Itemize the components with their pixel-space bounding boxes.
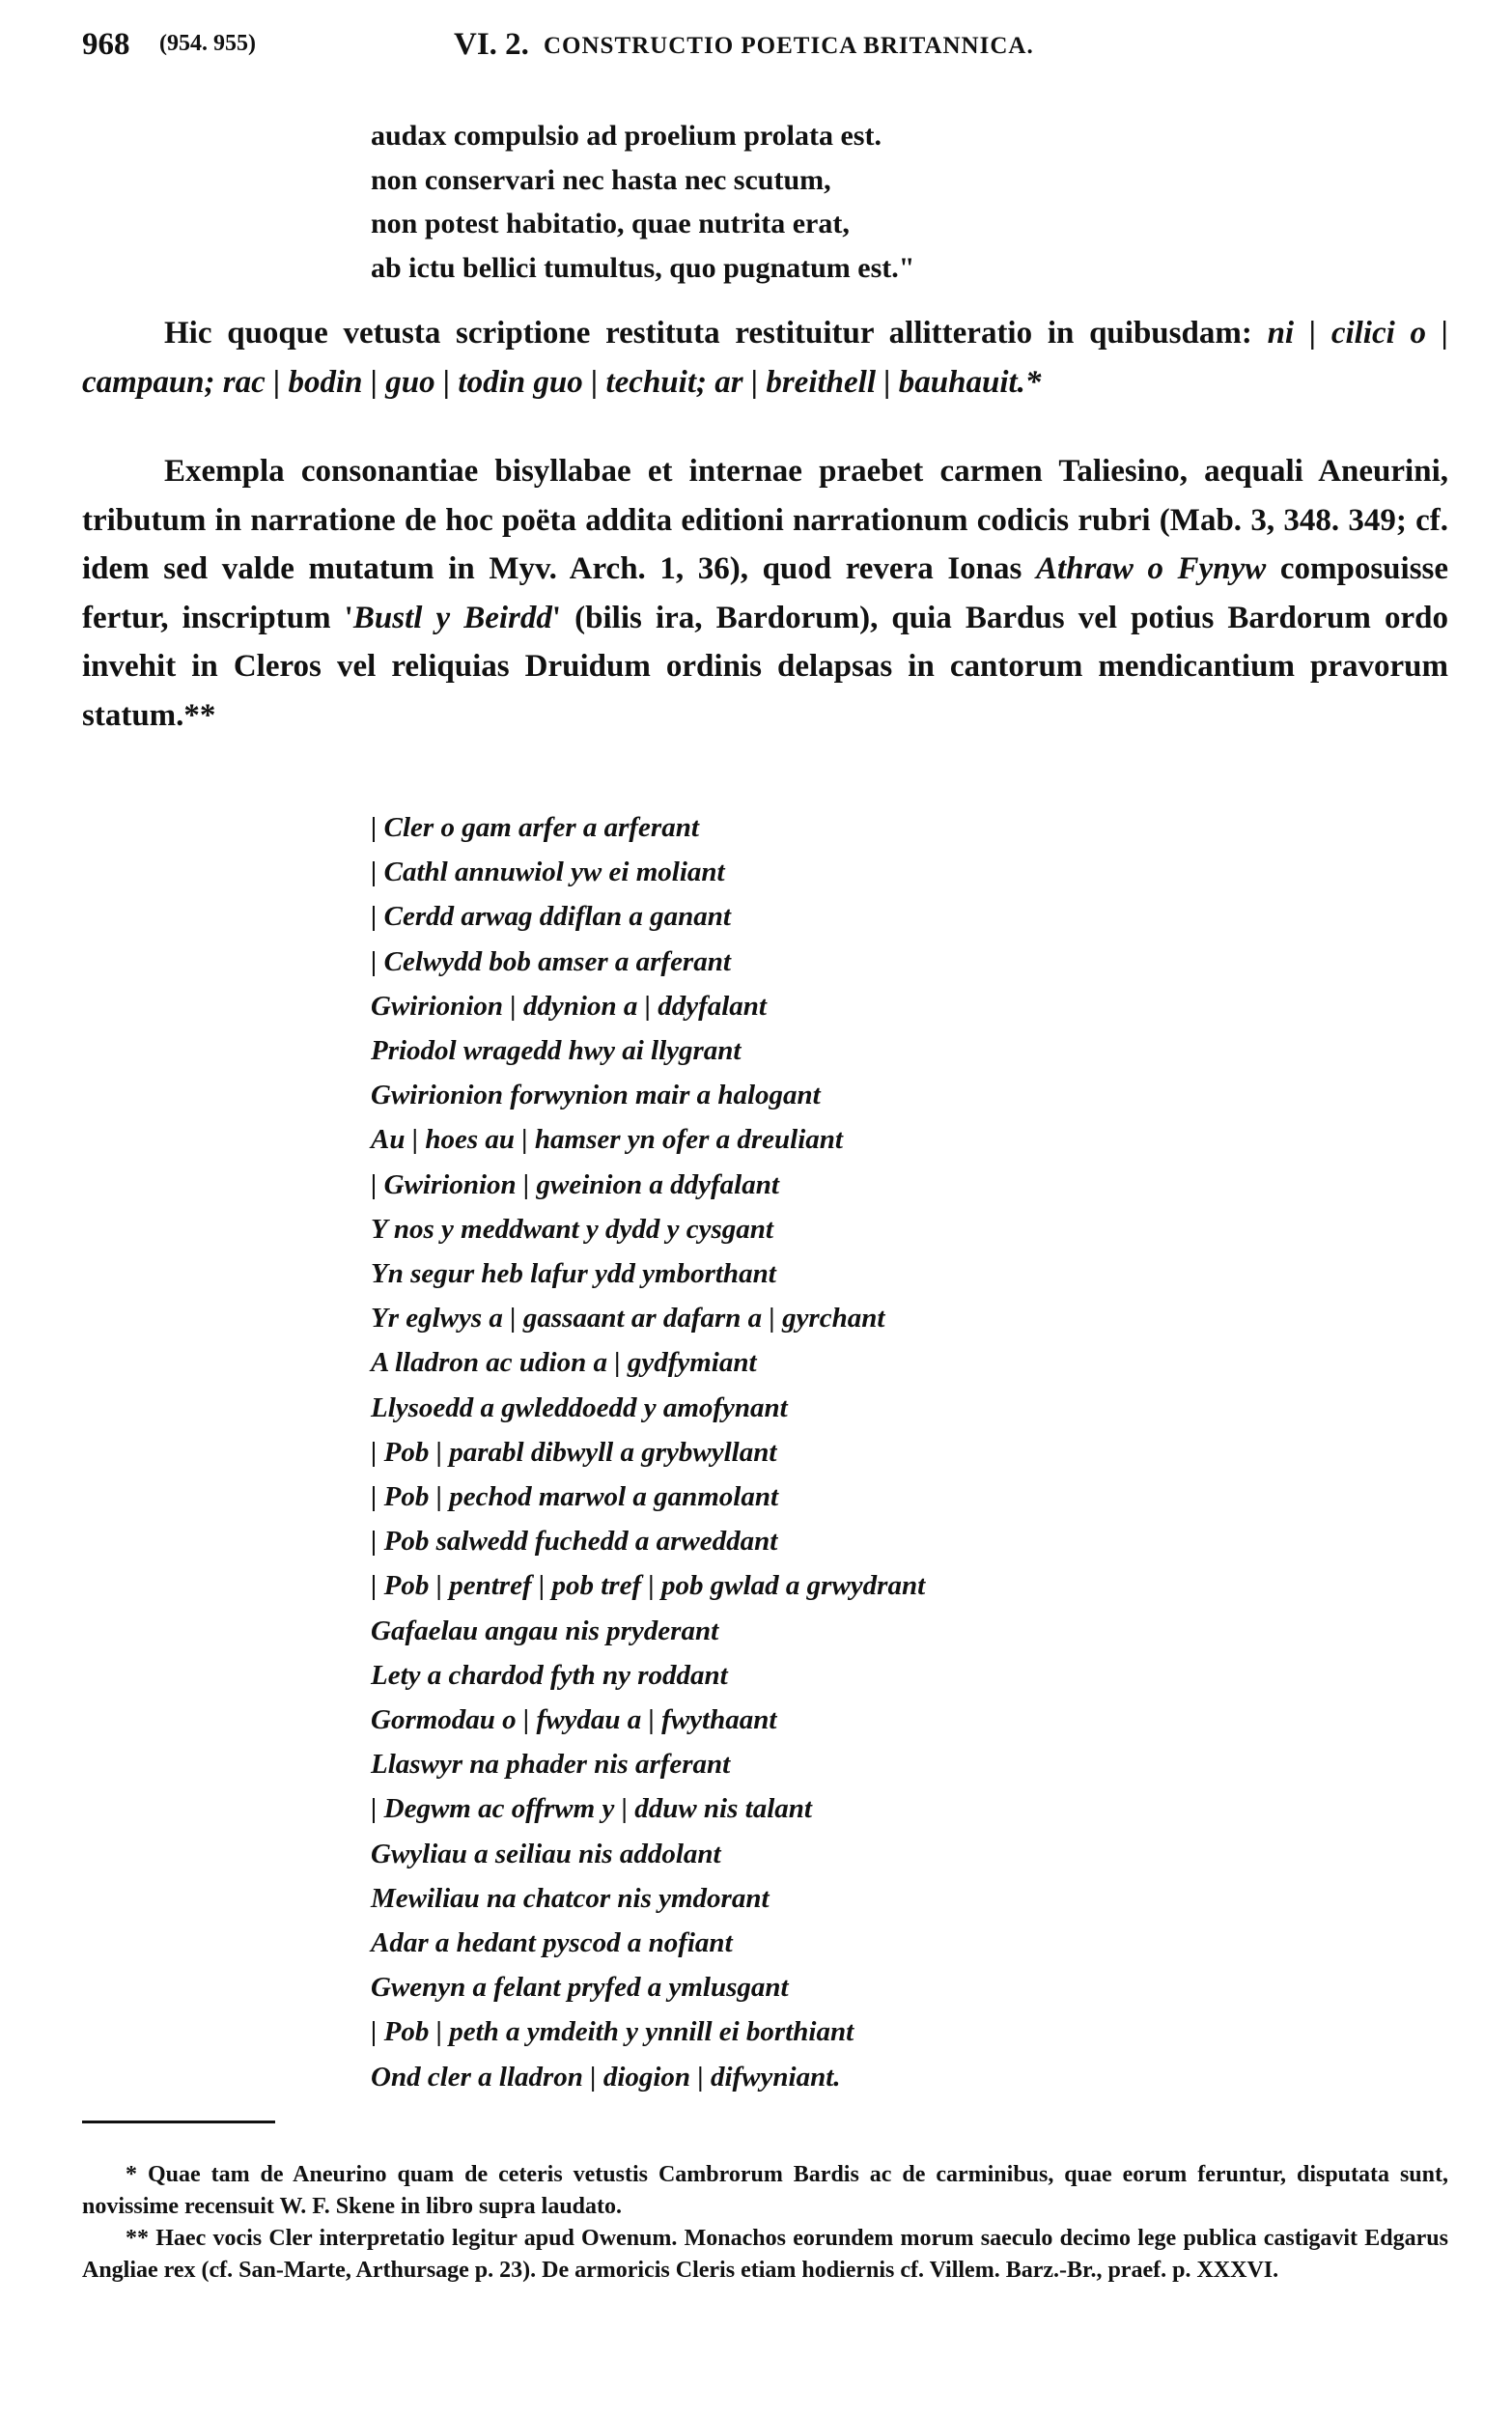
section-number: VI. 2. xyxy=(454,27,529,62)
poem-line: | Cathl annuwiol yw ei moliant xyxy=(371,857,725,888)
running-title: CONSTRUCTIO POETICA BRITANNICA. xyxy=(544,33,1034,59)
paragraph-exempla xyxy=(82,447,1448,740)
poem-line: Mewiliau na chatcor nis ymdorant xyxy=(371,1882,770,1914)
quote-line: non conservari nec hasta nec scutum, xyxy=(371,163,831,196)
poem-line: Gwyliau a seiliau nis addolant xyxy=(371,1838,721,1869)
paragraph-allitteratio xyxy=(82,309,1448,407)
page-header xyxy=(82,27,1453,70)
paragraph-text: composuisse fertur, inscriptum ' xyxy=(82,551,1449,635)
poem-line: Yr eglwys a | gassaant ar dafarn a | gyrchant xyxy=(371,1303,885,1334)
poem-title: Bustl y Beirdd xyxy=(352,600,552,635)
poem-line: | Celwydd bob amser a arferant xyxy=(371,945,731,977)
poem-line: Au | hoes au | hamser yn ofer a dreuliant xyxy=(371,1124,843,1156)
poem-line: | Pob | peth a ymdeith y ynnill ei borthiant xyxy=(371,2016,854,2048)
quote-line: audax compulsio ad proelium prolata est. xyxy=(371,120,882,152)
quoted-verse xyxy=(371,114,914,290)
poem-line: | Degwm ac offrwm y | dduw nis talant xyxy=(371,1793,812,1825)
poem-line: | Pob | pechod marwol a ganmolant xyxy=(371,1481,779,1513)
quote-line: non potest habitatio, quae nutrita erat, xyxy=(371,208,850,239)
page-number: 968 xyxy=(82,27,130,62)
poem-line: | Pob salwedd fuchedd a arweddant xyxy=(371,1526,778,1558)
welsh-examples: ni | cilici o | campaun; rac | bodin | guo | todin guo | techuit; ar | breithell | bauhauit.* xyxy=(82,316,1449,400)
poem-line: A lladron ac udion a | gydfymiant xyxy=(371,1347,757,1379)
paragraph-text: Hic quoque vetusta scriptione restituta restituitur allitteratio in quibusdam: xyxy=(164,316,1252,351)
poem-line: Gafaelau angau nis pryderant xyxy=(371,1615,719,1646)
poem-line: Ond cler a lladron | diogion | difwyniant. xyxy=(371,2061,841,2093)
poem-line: Lety a chardod fyth ny roddant xyxy=(371,1659,728,1691)
poem-line: Gwirionion forwynion mair a halogant xyxy=(371,1080,821,1111)
footnote: * Quae tam de Aneurino quam de ceteris vetustis Cambrorum Bardis ac de carminibus, quae eorum feruntur, disputata sunt, novissime recensuit W. F. Skene in libro supra laudato. xyxy=(82,2162,1448,2219)
footnotes xyxy=(82,2159,1448,2287)
poem-line: Adar a hedant pyscod a nofiant xyxy=(371,1927,733,1959)
poem-line: Yn segur heb lafur ydd ymborthant xyxy=(371,1258,776,1290)
footnote: ** Haec vocis Cler interpretatio legitur apud Owenum. Monachos eorundem morum saeculo decimo lege publica castigavit Edgarus Angliae rex (cf. San-Marte, Arthursage p. 23). De armoricis Cleris etiam hodiernis cf. Villem. Barz.-Br., praef. p. XXXVI. xyxy=(82,2226,1448,2283)
poem-line: Priodol wragedd hwy ai llygrant xyxy=(371,1035,742,1067)
poem-line: | Gwirionion | gweinion a ddyfalant xyxy=(371,1168,779,1200)
original-page-refs: (954. 955) xyxy=(159,31,256,56)
poem-line: Gormodau o | fwydau a | fwythaant xyxy=(371,1704,777,1736)
poem-line: | Cler o gam arfer a arferant xyxy=(371,812,699,843)
welsh-poem xyxy=(371,805,925,2099)
poem-line: Gwenyn a felant pryfed a ymlusgant xyxy=(371,1972,789,2004)
poem-line: Llaswyr na phader nis arferant xyxy=(371,1749,731,1781)
poem-line: | Pob | parabl dibwyll a grybwyllant xyxy=(371,1436,777,1468)
paragraph-text: ' (bilis ira, Bardorum), quia Bardus vel potius Bardorum ordo invehit in Cleros vel reliquias Druidum ordinis delapsas in cantorum mendicantium pravorum statum.** xyxy=(82,600,1448,733)
footnote-rule xyxy=(82,2121,275,2123)
poem-line: Gwirionion | ddynion a | ddyfalant xyxy=(371,990,767,1022)
paragraph-text: Exempla consonantiae bisyllabae et internae praebet carmen Taliesino, aequali Aneurini, tributum in narratione de hoc poëta addita editioni narrationum codicis rubri (Mab. 3, 348. 349; cf. idem sed valde mutatum in Myv. Arch. 1, 36), quod revera Ionas xyxy=(82,454,1448,586)
poem-line: | Cerdd arwag ddiflan a ganant xyxy=(371,901,731,933)
poem-line: Y nos y meddwant y dydd y cysgant xyxy=(371,1213,773,1245)
author-name: Athraw o Fynyw xyxy=(1035,551,1267,586)
poem-line: Llysoedd a gwleddoedd y amofynant xyxy=(371,1391,788,1423)
poem-line: | Pob | pentref | pob tref | pob gwlad a grwydrant xyxy=(371,1570,926,1602)
quote-line: ab ictu bellici tumultus, quo pugnatum est." xyxy=(371,251,915,284)
